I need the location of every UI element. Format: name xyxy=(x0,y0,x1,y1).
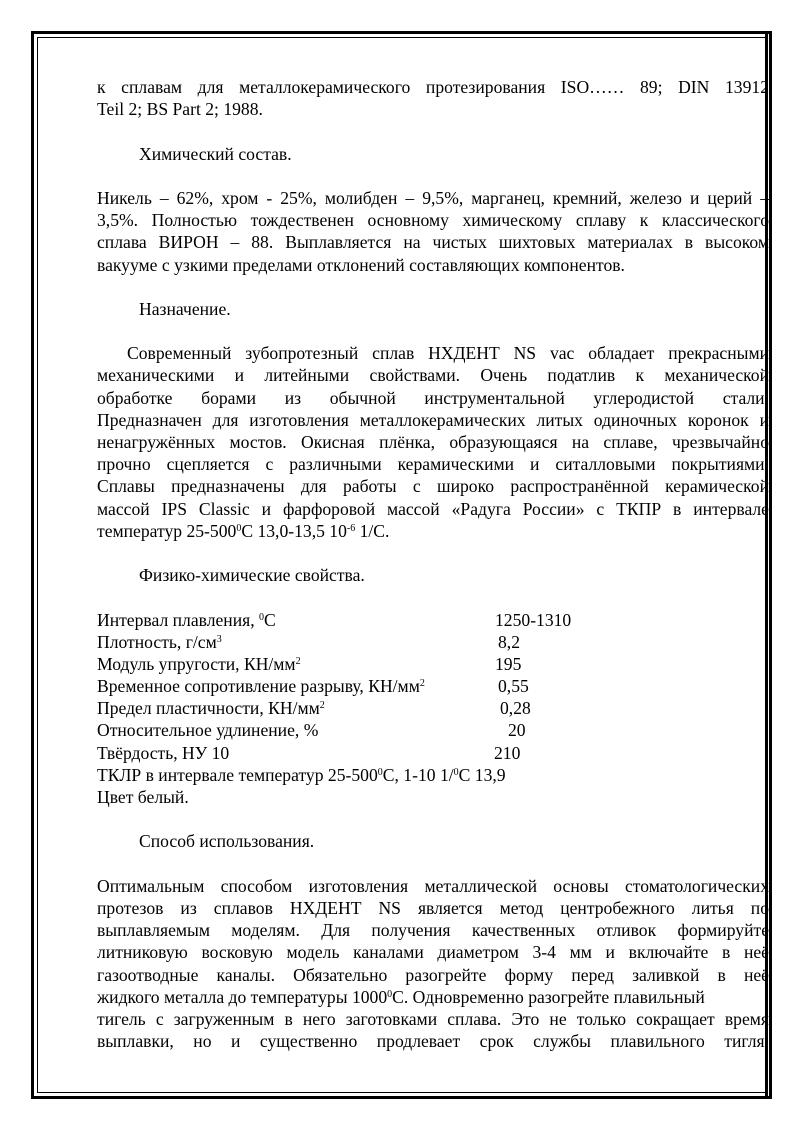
usage-line: выплавляемым моделям. Для получения качественных отливок формируйте xyxy=(97,920,769,941)
usage-temp-line: жидкого металла до температуры 1000$^0$С. Одновременно разогрейте плавильный xyxy=(97,986,705,1007)
intro-line-1: к сплавам для металлокерамического протезирования ISO…… 89; DIN 13912 xyxy=(97,77,769,97)
property-row: Предел пластичности, $КН/мм^2$ 0,28 xyxy=(97,698,531,719)
property-row: Относительное удлинение, % 20 xyxy=(97,720,526,741)
purpose-line: Предназначен для изготовления металлокерамических литых одиночных коронок и xyxy=(97,409,769,430)
chem-line: вакууме с узкими пределами отклонений составляющих компонентов. xyxy=(97,254,625,275)
property-row: Интервал плавления, $^0$С 1250-1310 xyxy=(97,609,572,630)
usage-line: литниковую восковую модель каналами диаметром 3-4 мм и включайте в неё xyxy=(97,942,769,963)
usage-line: протезов из сплавов НХДЕНТ NS является метод центробежного литья по xyxy=(97,897,769,918)
purpose-line: Современный зубопротезный сплав НХДЕНТ NS vac обладает прекрасными xyxy=(127,343,769,364)
purpose-line: обработке борами из обычной инструментальной углеродистой стали. xyxy=(97,387,769,408)
intro-line-2: Teil 2; BS Part 2; 1988. xyxy=(97,99,263,120)
property-row: Временное сопротивление разрыву, $КН/мм^2$ 0,55 xyxy=(97,676,529,697)
properties-table xyxy=(97,609,769,764)
document-body xyxy=(97,76,769,1052)
purpose-line: ненагружённых мостов. Окисная плёнка, образующаяся на сплаве, чрезвычайно xyxy=(97,432,769,452)
property-value: 0,55 xyxy=(498,676,529,697)
tklr-line: ТКЛР в интервале температур $25-500^0С$, 1-10 1/$^0$С 13,9 xyxy=(97,764,506,785)
purpose-line: массой IPS Classic и фарфоровой массой «Радуга России» с ТКПР в интервале xyxy=(97,498,769,519)
chem-line: 3,5%. Полностью тождественен основному химическому сплаву к классического xyxy=(97,210,769,231)
chem-heading: Химический состав. xyxy=(139,143,292,164)
purpose-heading: Назначение. xyxy=(139,298,231,319)
usage-line: выплавки, но и существенно продлевает срок службы плавильного тигля. xyxy=(97,1031,769,1052)
purpose-last-line: температур $25-500^0С$ 13,0-13,5 $10^{-6}$ 1/С. xyxy=(97,520,390,541)
property-row: Твёрдость, НУ 10 210 xyxy=(97,742,521,763)
props-heading: Физико-химические свойства. xyxy=(139,565,365,586)
property-row: Модуль упругости, $КН/мм^2$ 195 xyxy=(97,653,522,674)
usage-line: Оптимальным способом изготовления металлической основы стоматологических xyxy=(97,875,769,896)
property-value: 20 xyxy=(508,720,526,741)
chem-line: Никель – 62%, хром - 25%, молибден – 9,5%, марганец, кремний, железо и церий – xyxy=(97,187,769,208)
purpose-line: Сплавы предназначены для работы с широко распространённой керамической xyxy=(97,476,769,497)
property-value: 0,28 xyxy=(500,698,531,719)
property-value: 210 xyxy=(494,742,521,763)
property-value: 1250-1310 xyxy=(495,609,572,630)
property-value: 8,2 xyxy=(498,631,520,652)
usage-line: газоотводные каналы. Обязательно разогрейте форму перед заливкой в неё xyxy=(97,964,769,985)
property-row: Плотность, $г/см^3$ 8,2 xyxy=(97,631,520,652)
usage-line: тигель с загруженным в него заготовками сплава. Это не только сокращает время xyxy=(97,1008,769,1029)
usage-heading: Способ использования. xyxy=(139,831,315,852)
property-value: 195 xyxy=(495,653,522,674)
purpose-line: прочно сцепляется с различными керамическими и ситалловыми покрытиями. xyxy=(97,454,769,475)
color-line: Цвет белый. xyxy=(97,787,189,807)
chem-line: сплава ВИРОН – 88. Выплавляется на чистых шихтовых материалах в высоком xyxy=(97,232,769,253)
purpose-line: механическими и литейными свойствами. Очень податлив к механической xyxy=(97,365,769,386)
